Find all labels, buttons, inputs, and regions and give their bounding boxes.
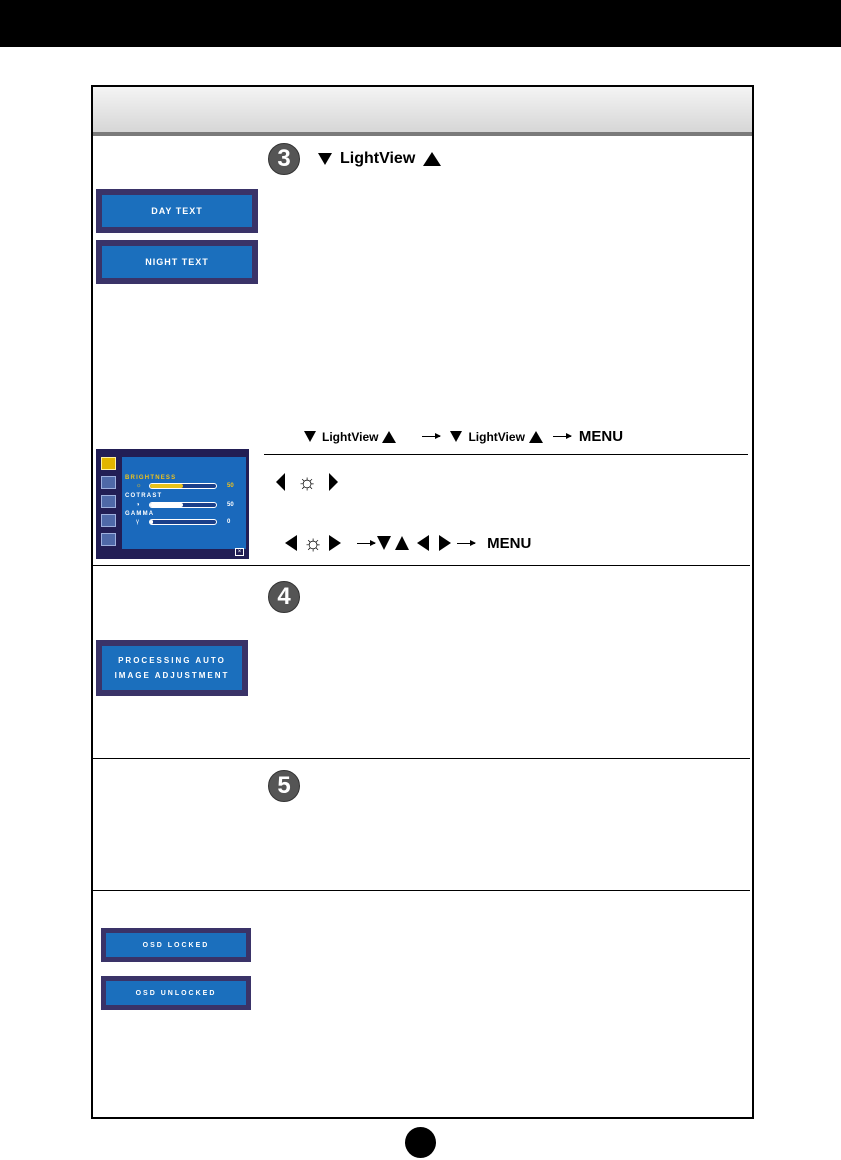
down-triangle-icon [318, 153, 332, 165]
left-triangle-icon [417, 535, 429, 551]
section-divider [264, 454, 748, 455]
sequence-menu: MENU [578, 428, 624, 445]
arrow-right-icon [357, 543, 375, 544]
menu-panel [122, 457, 246, 549]
arrow-right-icon [553, 436, 571, 437]
right-triangle-icon [439, 535, 451, 551]
sequence-lightview-1: LightView [322, 429, 379, 444]
brightness-value: 50 [227, 483, 234, 489]
sun-icon: ☼ [297, 469, 318, 494]
up-triangle-icon [423, 152, 441, 166]
menu-item-gamma: GAMMA [125, 511, 155, 517]
section-divider [92, 890, 750, 891]
down-triangle-icon [450, 431, 462, 442]
lightview-heading [318, 150, 441, 168]
osd-night-text-box [96, 240, 258, 284]
lightview-sequence [304, 428, 623, 445]
up-triangle-icon [395, 536, 409, 550]
osd-unlocked-box [101, 976, 251, 1010]
setup-icon [101, 514, 116, 527]
gamma-value: 0 [227, 519, 231, 525]
page-number-badge [405, 1127, 436, 1158]
osd-processing-box [96, 640, 248, 696]
down-triangle-icon [304, 431, 316, 442]
arrow-right-icon [457, 543, 475, 544]
right-triangle-icon [329, 473, 338, 491]
right-triangle-icon [329, 535, 341, 551]
sun-icon: ☼ [303, 530, 324, 555]
contrast-icon: ◑ [136, 502, 140, 508]
section-divider [92, 565, 750, 566]
color-icon [101, 476, 116, 489]
osd-day-text: DAY TEXT [102, 195, 252, 227]
osd-processing-panel [102, 646, 242, 690]
left-triangle-icon [276, 473, 285, 491]
menu-sidebar [98, 457, 120, 552]
brightness-bar-fill [150, 484, 183, 488]
top-black-bar [0, 0, 841, 47]
osd-locked-box [101, 928, 251, 962]
brightness-adjust-hint [276, 469, 338, 494]
menu-item-brightness: BRIGHTNESS [125, 475, 177, 481]
section-divider [92, 758, 750, 759]
section-number-5: 5 [268, 770, 300, 802]
tracking-icon [101, 495, 116, 508]
left-triangle-icon [285, 535, 297, 551]
osd-processing-line2: IMAGE ADJUSTMENT [114, 671, 230, 680]
brightness-sequence [285, 530, 532, 555]
osd-locked-text: OSD LOCKED [106, 933, 246, 957]
sun-icon: ☼ [136, 483, 142, 489]
osd-processing-line1: PROCESSING AUTO [118, 656, 226, 665]
osd-night-text: NIGHT TEXT [102, 246, 252, 278]
gamma-bar-fill [150, 520, 153, 524]
up-triangle-icon [382, 431, 396, 443]
brightness-sequence-menu: MENU [487, 534, 532, 552]
osd-day-text-box [96, 189, 258, 233]
contrast-value: 50 [227, 502, 234, 508]
osd-unlocked-text: OSD UNLOCKED [106, 981, 246, 1005]
picture-menu-osd [96, 449, 249, 559]
contrast-bar [149, 502, 217, 508]
contrast-bar-fill [150, 503, 183, 507]
lightview-label: LightView [340, 150, 416, 167]
gamma-bar [149, 519, 217, 525]
arrow-right-icon [422, 436, 440, 437]
menu-exit-icon: × [235, 548, 244, 556]
flatron-f-engine-icon [101, 533, 116, 546]
frame-header [93, 87, 752, 136]
section-number-4: 4 [268, 581, 300, 613]
section-number-3: 3 [268, 143, 300, 175]
up-triangle-icon [529, 431, 543, 443]
sequence-lightview-2: LightView [468, 429, 525, 444]
picture-icon [101, 457, 116, 470]
gamma-icon: γ [136, 519, 139, 525]
down-triangle-icon [377, 536, 391, 550]
brightness-bar [149, 483, 217, 489]
menu-item-contrast: COTRAST [125, 493, 163, 499]
